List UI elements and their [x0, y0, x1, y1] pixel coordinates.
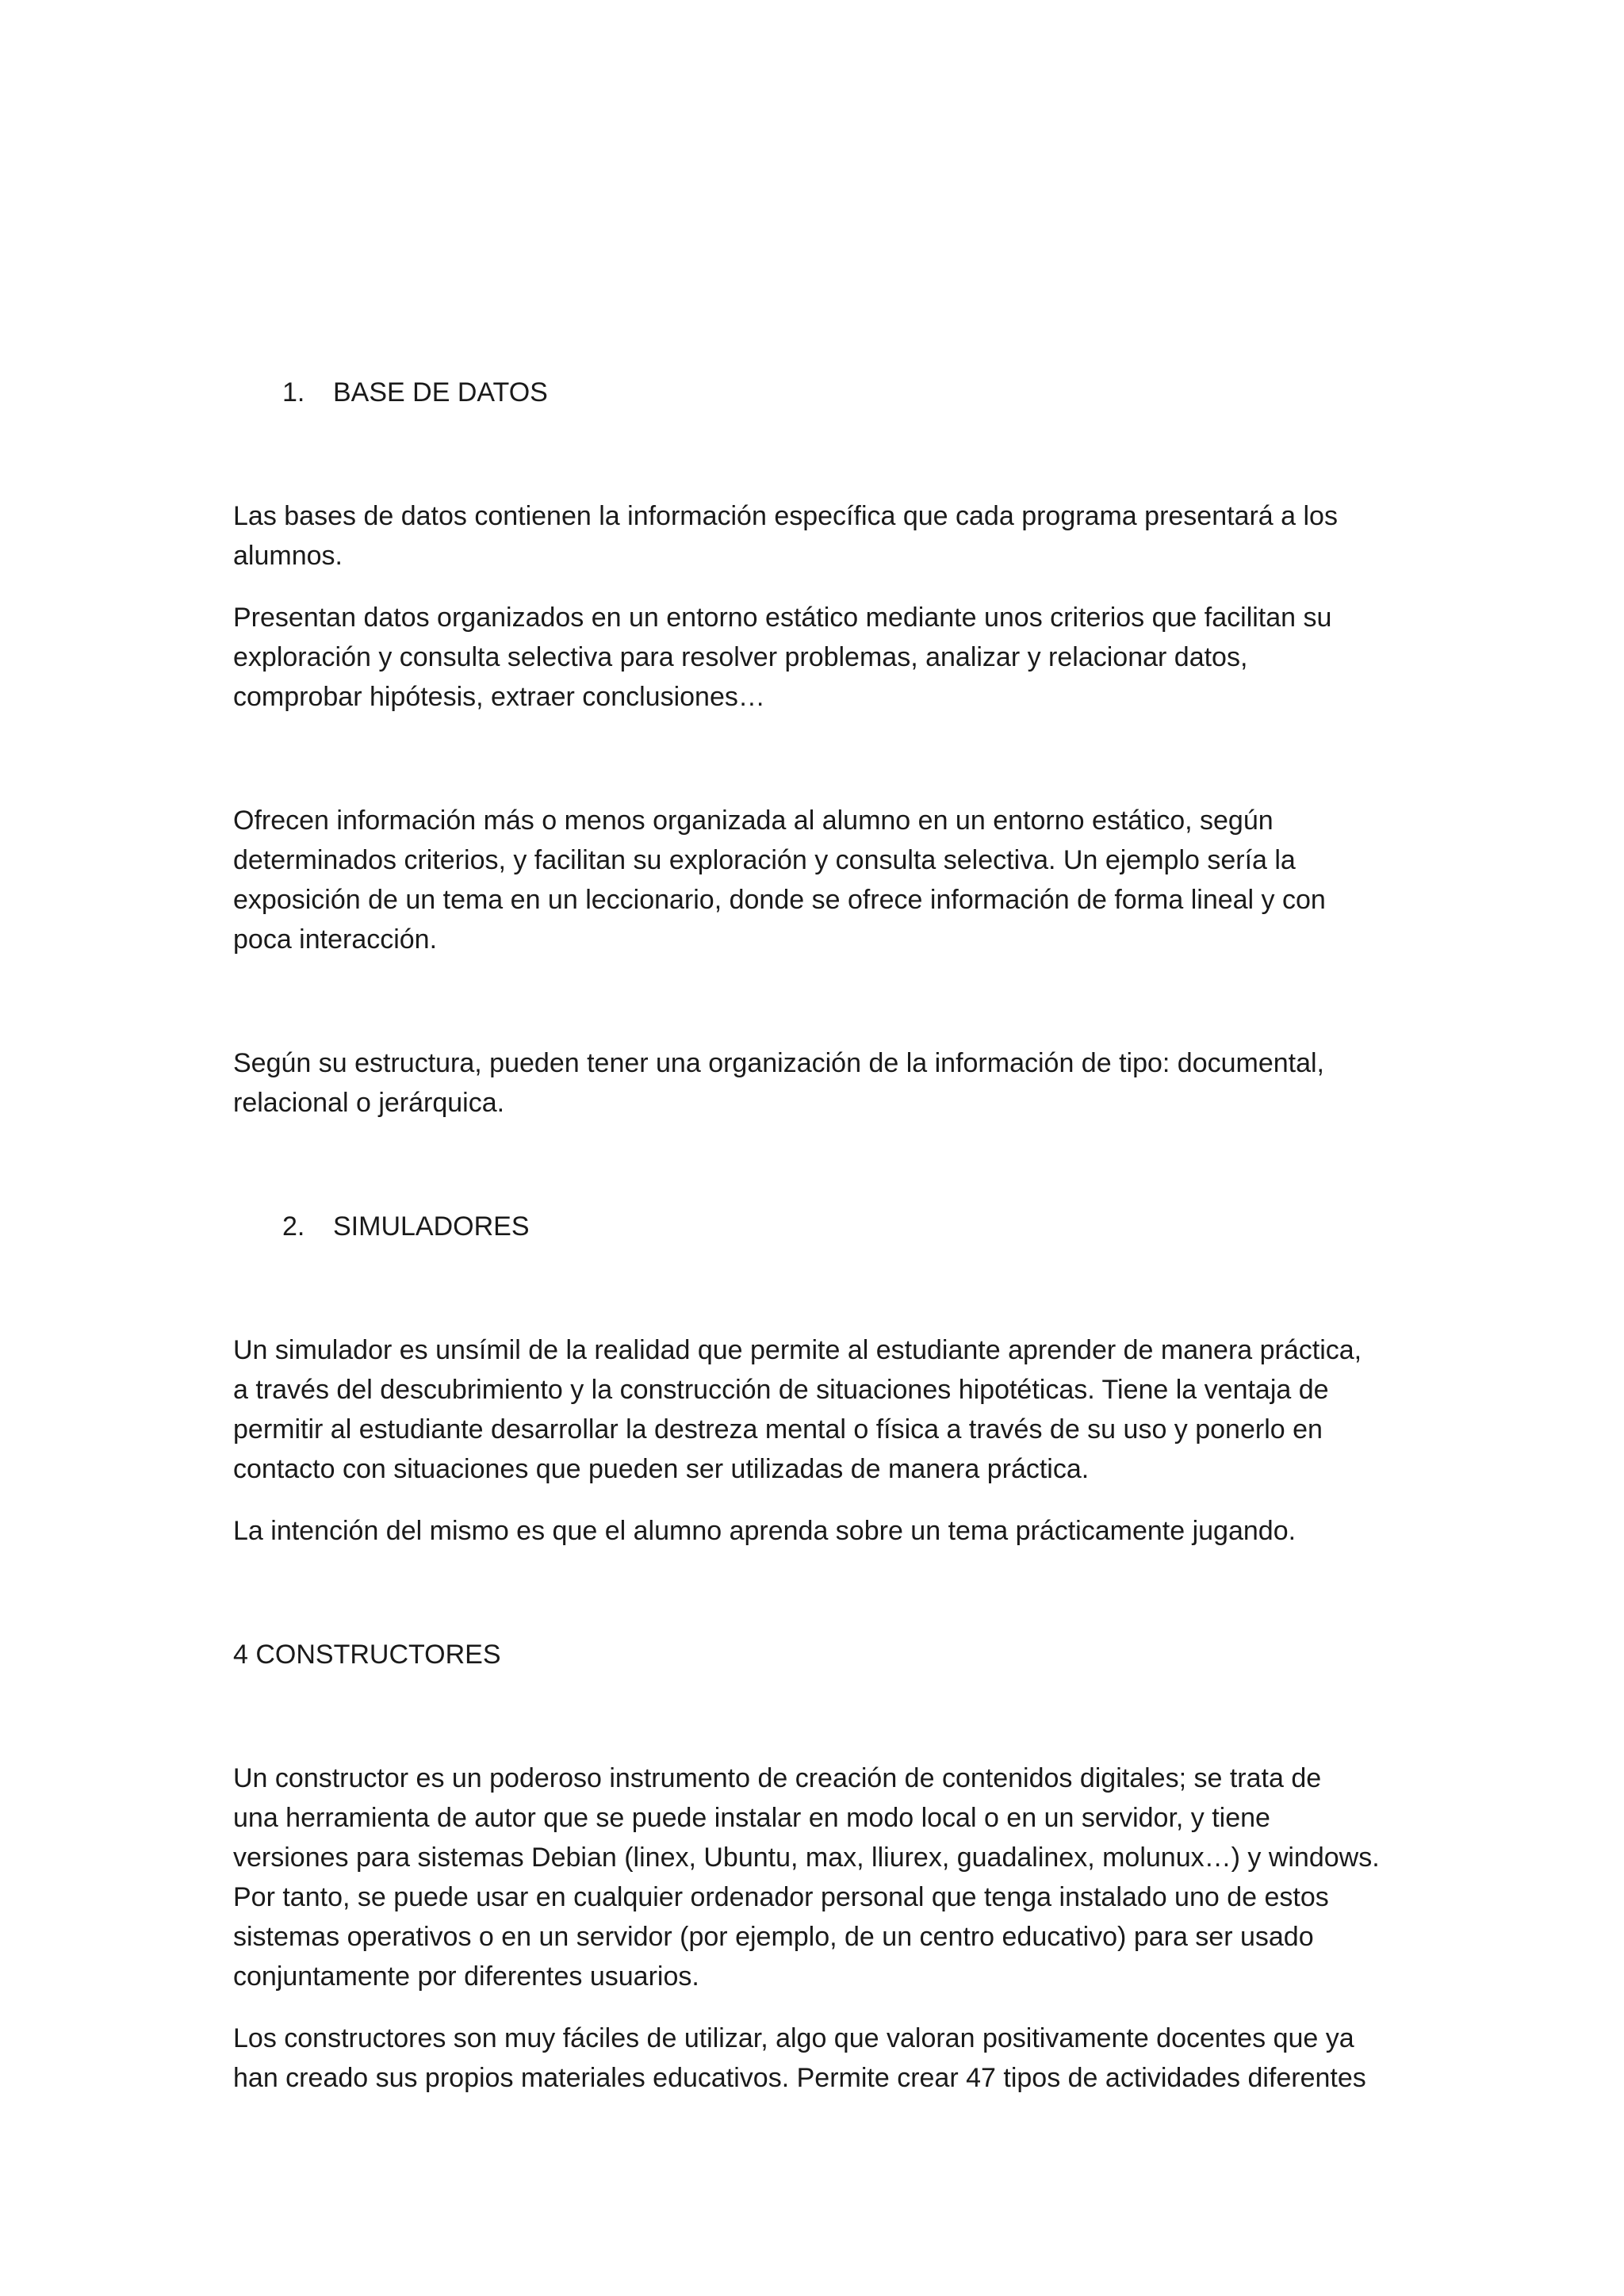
section-3-heading: 4 CONSTRUCTORES: [233, 1640, 501, 1670]
section-1-number: 1.: [282, 377, 305, 408]
section-1-paragraph-3: Ofrecen información más o menos organizada al alumno en un entorno estático, según determinados criterios, y facilitan su exploración y consulta selectiva. Un ejemplo sería la exposición de un tema en un leccionario, donde se ofrece información de forma lineal y con poca interacción.: [233, 806, 1326, 955]
section-3-paragraph-2: Los constructores son muy fáciles de utilizar, algo que valoran positivamente docentes que ya han creado sus propios materiales educativos. Permite crear 47 tipos de actividades diferentes: [233, 2023, 1366, 2093]
section-2-paragraph-2: La intención del mismo es que el alumno aprenda sobre un tema prácticamente jugando.: [233, 1516, 1297, 1546]
section-2-paragraph-1: Un simulador es unsímil de la realidad que permite al estudiante aprender de manera práctica, a través del descubrimiento y la construcción de situaciones hipotéticas. Tiene la ventaja de permitir al estudiante desarrollar la destreza mental o física a través de su uso y ponerlo en contacto con situaciones que pueden ser utilizadas de manera práctica.: [233, 1335, 1362, 1484]
document-body: [233, 373, 1423, 2098]
section-1-paragraph-1: Las bases de datos contienen la información específica que cada programa presentará a los alumnos.: [233, 501, 1338, 571]
section-1-title: BASE DE DATOS: [333, 377, 548, 408]
section-1-paragraph-4: Según su estructura, pueden tener una organización de la información de tipo: documental, relacional o jerárquica.: [233, 1048, 1325, 1118]
section-3-paragraph-1: Un constructor es un poderoso instrumento de creación de contenidos digitales; se trata de una herramienta de autor que se puede instalar en modo local o en un servidor, y tiene versiones para sistemas Debian (linex, Ubuntu, max, lliurex, guadalinex, molunux…) y windows. Por tanto, se puede usar en cualquier ordenador personal que tenga instalado uno de estos sistemas operativos o en un servidor (por ejemplo, de un centro educativo) para ser usado conjuntamente por diferentes usuarios.: [233, 1763, 1380, 1992]
section-1-heading: [282, 373, 1423, 412]
section-2-title: SIMULADORES: [333, 1211, 530, 1242]
section-1-paragraph-2: Presentan datos organizados en un entorno estático mediante unos criterios que facilitan su exploración y consulta selectiva para resolver problemas, analizar y relacionar datos, comprobar hipótesis, extraer conclusiones…: [233, 603, 1332, 712]
section-2-heading: [282, 1207, 1423, 1246]
section-2-number: 2.: [282, 1211, 305, 1242]
